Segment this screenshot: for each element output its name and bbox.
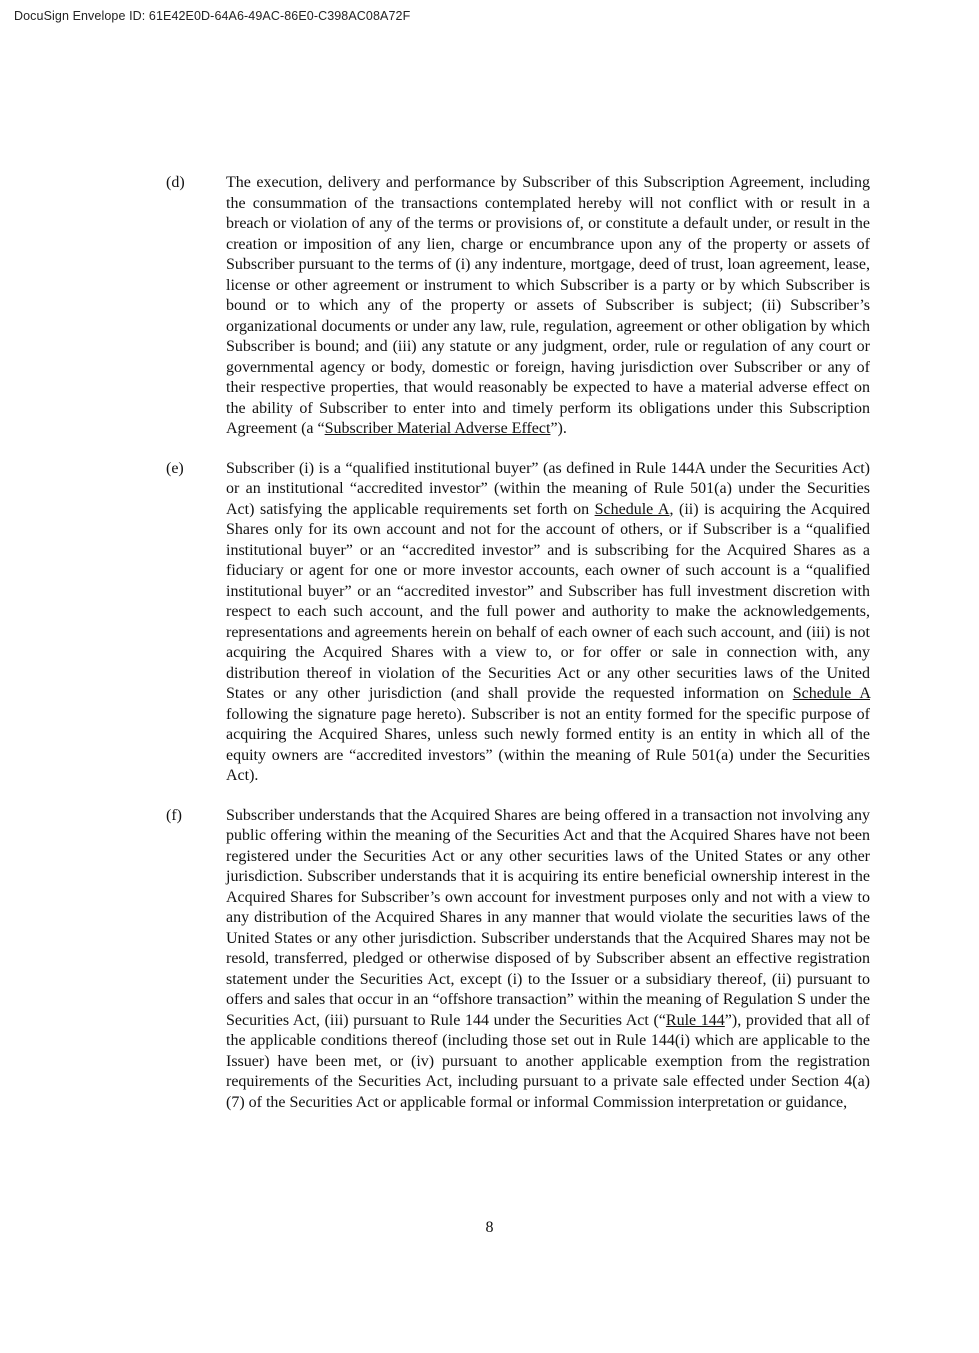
- paragraph-e: [166, 459, 870, 787]
- paragraph-text: [226, 173, 870, 440]
- docusign-envelope-id: DocuSign Envelope ID: 61E42E0D-64A6-49AC-86E0-C398AC08A72F: [14, 9, 411, 23]
- paragraph-text: [226, 459, 870, 787]
- paragraph-label: (d): [166, 174, 185, 191]
- paragraph-label: (e): [166, 459, 184, 477]
- defined-term: Subscriber Material Adverse Effect: [324, 420, 551, 437]
- text-segment: The execution, delivery and performance by Subscriber of this Subscription Agreement, including the consummation of the transactions contemplated hereby will not conflict with or result in a breach or violation of any of the terms or provisions of, or constitute a default under, or result in the creation or imposition of any lien, charge or encumbrance upon any of the property or assets of Subscriber pursuant to the terms of (i) any indenture, mortgage, deed of trust, loan agreement, lease, license or other agreement or instrument to which Subscriber is a party or by which Subscriber is bound or to which any of the property or assets of Subscriber is subject; (ii) Subscriber’s organizational documents or under any law, rule, regulation, agreement or other obligation by which Subscriber is bound; and (iii) any statute or any judgment, order, rule or regulation of any court or governmental agency or body, domestic or foreign, having jurisdiction over Subscriber or any of their respective properties, that would reasonably be expected to have a material adverse effect on the ability of Subscriber to enter into and timely perform its obligations under this Subscription Agreement (a “: [226, 174, 870, 437]
- paragraph-f: [166, 806, 870, 1114]
- page-number: 8: [485, 1219, 494, 1236]
- defined-term: Schedule A: [594, 500, 670, 518]
- text-segment: ”), provided that all of the applicable conditions thereof (including those set out in Rule 144(i) which are applicable to the Issuer) have been met, or (iv) pursuant to another applicable exemption from the registration requirements of the Securities Act, including pursuant to a private sale effected under Section 4(a)(7) of the Securities Act or applicable formal or informal Commission interpretation or guidance,: [226, 1011, 871, 1111]
- text-segment: Subscriber (i) is a “qualified institutional buyer” (as defined in Rule 144A under the Securities Act) or an institutional “accredited investor” (within the meaning of Rule 501(a) under the Securities Act) satisfying the applicable requirements set forth on: [226, 459, 870, 518]
- paragraph-d: [166, 173, 870, 440]
- text-segment: Subscriber understands that the Acquired Shares are being offered in a transaction not involving any public offering within the meaning of the Securities Act and that the Acquired Shares have not been registered under the Securities Act or any other securities laws of the United States or any other jurisdiction. Subscriber understands that it is acquiring its entire beneficial ownership interest in the Acquired Shares for Subscriber’s own account for investment purposes only and not with a view to any distribution of the Acquired Shares in any manner that would violate the securities laws of the United States or any other jurisdiction. Subscriber understands that the Acquired Shares may not be resold, transferred, pledged or otherwise disposed of by Subscriber absent an effective registration statement under the Securities Act, except (i) to the Issuer or a subsidiary thereof, (ii) pursuant to offers and sales that occur in an “offshore transaction” within the meaning of Regulation S under the Securities Act, (iii) pursuant to Rule 144 under the Securities Act (“: [226, 806, 870, 1029]
- paragraph-text: [226, 806, 870, 1114]
- defined-term: Schedule A: [792, 685, 871, 702]
- text-segment: following the signature page hereto). Subscriber is not an entity formed for the specific purpose of acquiring the Acquired Shares, unless such newly formed entity is an entity in which all of the equity owners are “accredited investors” (within the meaning of Rule 501(a) under the Securities Act).: [226, 705, 870, 784]
- document-body: [166, 173, 870, 1132]
- text-segment: ”).: [550, 420, 567, 437]
- text-segment: , (ii) is acquiring the Acquired Shares only for its own account and not for the account of others, or if Subscriber is a “qualified institutional buyer” or an “accredited investor” and is subscribing for the Acquired Shares as a fiduciary or agent for one or more investor accounts, each owner of such account is a “qualified institutional buyer” or an “accredited investor” and Subscriber has full investment discretion with respect to each such account, and the full power and authority to make the acknowledgements, representations and agreements herein on behalf of each owner of each such account, and (iii) is not acquiring the Acquired Shares with a view to, or for offer or sale in connection with, any distribution thereof in violation of the Securities Act or any other securities laws of the United States or any other jurisdiction (and shall provide the requested information on: [226, 500, 870, 702]
- defined-term: Rule 144: [665, 1011, 725, 1029]
- paragraph-label: (f): [166, 806, 182, 824]
